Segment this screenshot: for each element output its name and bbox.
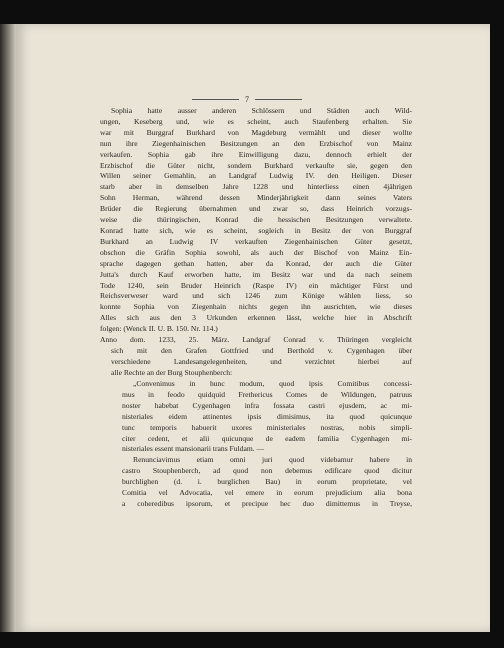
- header-rule-left: [192, 99, 239, 100]
- text-line: verkaufen. Sophia gab ihre Einwilligung dazu, dennoch erhielt der: [100, 149, 412, 159]
- quote-line: „Convenimus in hunc modum, quod ipsis Comitibus concessi-: [133, 379, 412, 388]
- quote-line: burchlighen (d. i. burglichen Bau) in eorum proprietate, vel: [122, 477, 412, 487]
- header-rule-right: [255, 99, 302, 100]
- text-line: weise die thüringischen, Konrad die hessischen Besitzungen verwaltete.: [100, 215, 412, 225]
- anno-line: verschiedene Landesangelegenheiten, und verzichtet hierbei auf: [111, 356, 412, 366]
- anno-entry: [100, 335, 412, 379]
- text-line: folgen: (Wenck II. U. B. 150. Nr. 114.): [100, 324, 218, 334]
- text-line: starb aber in demselben Jahre 1228 und hinterliess einen 4jährigen: [100, 182, 412, 192]
- text-line: Brüder die Regierung übernahmen und zwar so, dass Heinrich vorzugs-: [100, 204, 412, 214]
- anno-line: alle Rechte an der Burg Stouphenberch:: [111, 367, 233, 377]
- text-line: Burkhard an Ludwig IV verkauften Ziegenhainischen Güter gesetzt,: [100, 236, 412, 246]
- page-header: [192, 95, 302, 104]
- main-paragraph: [100, 106, 412, 335]
- text-line: nun ihre Ziegenhainischen Besitzungen an den Erzbischof von Mainz: [100, 138, 412, 148]
- text-line: Sohn Herman, während dessen Minderjährigkeit dann seines Vaters: [100, 193, 412, 203]
- text-line: sprache dagegen gethan hatten, aber da Konrad, der auch die Güter: [100, 258, 412, 268]
- adjacent-page-edge: [0, 24, 16, 632]
- text-line: Sophia hatte ausser anderen Schlössern und Städten auch Wild-: [111, 106, 412, 115]
- text-line: war mit Burggraf Burkhard von Magdeburg vermählt und dieser wollte: [100, 127, 412, 137]
- quote-line: nisteriales eidem attinentes ipsis dimisimus, ita quod quicunque: [122, 411, 412, 421]
- text-line: Erzbischof die Güter nicht, sondern Burkhard verkaufte sie, gegen den: [100, 160, 412, 170]
- latin-quotation: [122, 379, 412, 510]
- text-line: Reichsverweser ward und sich 1246 zum Könige wählen liess, so: [100, 291, 412, 301]
- text-line: obschon die Gräfin Sophia sowohl, als auch der Bischof von Mainz Ein-: [100, 247, 412, 257]
- quote-line: nisteriales essent mansionarii trans Fuldam. —: [122, 444, 265, 454]
- text-line: Tode 1240, sein Bruder Heinrich (Raspe IV) ein mächtiger Fürst und: [100, 280, 412, 290]
- text-line: Jutta's durch Kauf erworben hatte, im Besitz war und da nach seinem: [100, 269, 412, 279]
- anno-line: sich mit den Grafen Gottfried und Berthold v. Cygenhagen über: [111, 345, 412, 355]
- quote-line: castro Stouphenberch, ad quod non debemus edificare quod dicitur: [122, 466, 412, 476]
- text-line: Alles sich aus den 3 Urkunden erkennen lässt, welche hier in Abschrift: [100, 313, 412, 323]
- text-line: ungen, Keseberg und, wie es scheint, auch Staufenberg erhalten. Sie: [100, 116, 412, 126]
- anno-line: Anno dom. 1233, 25. März. Landgraf Conrad v. Thüringen vergleicht: [100, 335, 412, 344]
- quote-line: Renunciavimus etiam omni juri quod videbamur habere in: [133, 455, 412, 465]
- text-line: Konrad hatte sich, wie es scheint, sogleich in Besitz der von Burggraf: [100, 225, 412, 235]
- text-line: Willen seiner Gemahlin, an Landgraf Ludwig IV. den Heiligen. Dieser: [100, 171, 412, 181]
- quote-line: tunc temporis habuerit uxores ministeriales nostras, nobis simpli-: [122, 422, 412, 432]
- page-number: 7: [245, 95, 249, 104]
- quote-line: mus in feodo quidquid Frethericus Comes de Wildungen, patruus: [122, 389, 412, 399]
- quote-line: a coheredibus ipsorum, et precipue hec duo dimittemus in Treyse,: [122, 498, 412, 508]
- book-page: [16, 24, 490, 632]
- quote-line: noster habebat Cygenhagen infra fossata castri ejusdem, ac mi-: [122, 400, 412, 410]
- quote-line: citer cedent, et alii quicunque de eadem familia Cygenhagen mi-: [122, 433, 412, 443]
- quote-line: Comitia vel Advocatia, vel emere in eorum prejudicium alia bona: [122, 488, 412, 498]
- text-line: konnte Sophia von Ziegenhain nichts gegen ihn ausrichten, wie dieses: [100, 302, 412, 312]
